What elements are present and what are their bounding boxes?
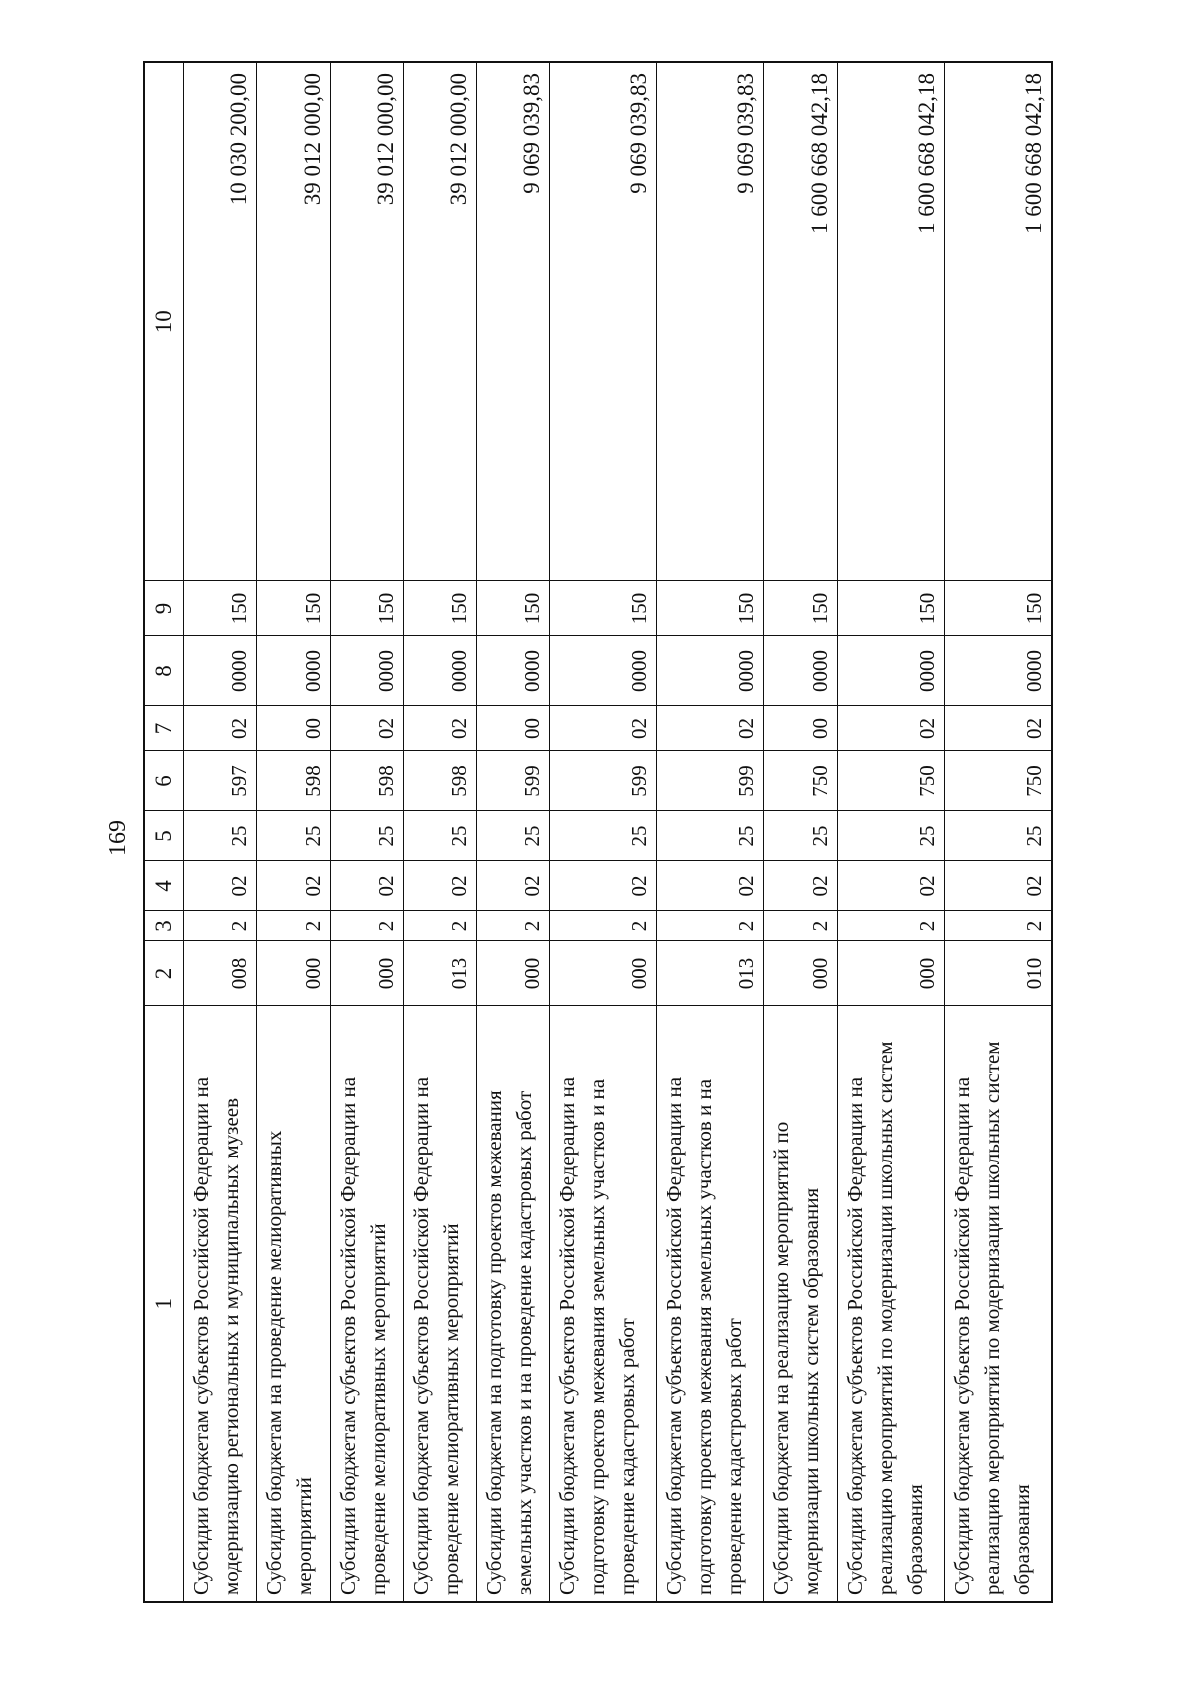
table-row [403, 62, 476, 1602]
row-amount: 39 012 000,00 [403, 62, 476, 581]
row-name: Субсидии бюджетам на реализацию мероприятий по модернизации школьных систем образования [764, 1006, 837, 1602]
code-admin: 000 [837, 941, 944, 1006]
code-subgroup: 02 [657, 861, 764, 911]
row-name: Субсидии бюджетам субъектов Российской Федерации на реализацию мероприятий по модернизации школьных систем образования [944, 1006, 1052, 1602]
code-economic: 150 [550, 581, 657, 636]
code-subgroup: 02 [477, 861, 550, 911]
col-header-6: 6 [144, 751, 184, 811]
code-economic: 150 [944, 581, 1052, 636]
code-admin: 000 [330, 941, 403, 1006]
code-element: 02 [837, 706, 944, 751]
code-admin: 013 [403, 941, 476, 1006]
code-group: 2 [184, 911, 257, 941]
code-subgroup: 02 [403, 861, 476, 911]
code-economic: 150 [330, 581, 403, 636]
code-group: 2 [257, 911, 330, 941]
code-subarticle: 598 [257, 751, 330, 811]
code-economic: 150 [477, 581, 550, 636]
code-subgroup: 02 [257, 861, 330, 911]
code-group: 2 [550, 911, 657, 941]
budget-table [143, 61, 1053, 1603]
row-name: Субсидии бюджетам субъектов Российской Федерации на реализацию мероприятий по модернизации школьных систем образования [837, 1006, 944, 1602]
code-subgroup: 02 [944, 861, 1052, 911]
code-element: 02 [184, 706, 257, 751]
code-subarticle: 598 [403, 751, 476, 811]
code-subgroup: 02 [330, 861, 403, 911]
table-body [184, 62, 1053, 1602]
code-subgroup: 02 [184, 861, 257, 911]
table-row [257, 62, 330, 1602]
code-economic: 150 [403, 581, 476, 636]
row-amount: 9 069 039,83 [657, 62, 764, 581]
code-element: 02 [944, 706, 1052, 751]
row-amount: 10 030 200,00 [184, 62, 257, 581]
code-program: 0000 [550, 636, 657, 706]
code-program: 0000 [184, 636, 257, 706]
code-group: 2 [837, 911, 944, 941]
row-name: Субсидии бюджетам субъектов Российской Федерации на подготовку проектов межевания земельных участков и на проведение кадастровых работ [550, 1006, 657, 1602]
col-header-5: 5 [144, 811, 184, 861]
code-admin: 010 [944, 941, 1052, 1006]
row-name: Субсидии бюджетам субъектов Российской Федерации на проведение мелиоративных мероприятий [330, 1006, 403, 1602]
code-group: 2 [477, 911, 550, 941]
code-program: 0000 [330, 636, 403, 706]
code-element: 00 [477, 706, 550, 751]
code-element: 02 [403, 706, 476, 751]
code-admin: 013 [657, 941, 764, 1006]
col-header-9: 9 [144, 581, 184, 636]
code-article: 25 [184, 811, 257, 861]
row-name: Субсидии бюджетам субъектов Российской Федерации на подготовку проектов межевания земельных участков и на проведение кадастровых работ [657, 1006, 764, 1602]
table-row [944, 62, 1052, 1602]
code-group: 2 [403, 911, 476, 941]
code-admin: 000 [764, 941, 837, 1006]
code-subarticle: 750 [837, 751, 944, 811]
table-row [837, 62, 944, 1602]
code-element: 00 [257, 706, 330, 751]
code-subgroup: 02 [837, 861, 944, 911]
code-economic: 150 [764, 581, 837, 636]
code-admin: 000 [257, 941, 330, 1006]
code-program: 0000 [477, 636, 550, 706]
code-program: 0000 [837, 636, 944, 706]
code-group: 2 [657, 911, 764, 941]
code-article: 25 [944, 811, 1052, 861]
row-name: Субсидии бюджетам субъектов Российской Федерации на модернизацию региональных и муниципальных музеев [184, 1006, 257, 1602]
header-row [144, 62, 184, 1602]
code-subarticle: 750 [944, 751, 1052, 811]
table-row [550, 62, 657, 1602]
code-economic: 150 [657, 581, 764, 636]
table-row [184, 62, 257, 1602]
table-row [477, 62, 550, 1602]
col-header-3: 3 [144, 911, 184, 941]
code-group: 2 [330, 911, 403, 941]
row-amount: 1 600 668 042,18 [837, 62, 944, 581]
row-name: Субсидии бюджетам на проведение мелиоративных мероприятий [257, 1006, 330, 1602]
code-article: 25 [550, 811, 657, 861]
row-amount: 1 600 668 042,18 [944, 62, 1052, 581]
code-subarticle: 598 [330, 751, 403, 811]
code-element: 00 [764, 706, 837, 751]
code-subarticle: 750 [764, 751, 837, 811]
code-subarticle: 599 [477, 751, 550, 811]
code-subgroup: 02 [550, 861, 657, 911]
row-amount: 1 600 668 042,18 [764, 62, 837, 581]
rotated-table-container [143, 63, 1053, 1603]
code-economic: 150 [837, 581, 944, 636]
code-element: 02 [330, 706, 403, 751]
code-article: 25 [657, 811, 764, 861]
table-row [657, 62, 764, 1602]
page-number: 169 [105, 820, 131, 856]
code-program: 0000 [403, 636, 476, 706]
code-group: 2 [764, 911, 837, 941]
code-article: 25 [330, 811, 403, 861]
code-subarticle: 599 [550, 751, 657, 811]
row-name: Субсидии бюджетам субъектов Российской Федерации на проведение мелиоративных мероприятий [403, 1006, 476, 1602]
code-group: 2 [944, 911, 1052, 941]
code-article: 25 [477, 811, 550, 861]
code-program: 0000 [764, 636, 837, 706]
row-amount: 9 069 039,83 [550, 62, 657, 581]
code-subarticle: 597 [184, 751, 257, 811]
code-article: 25 [764, 811, 837, 861]
code-economic: 150 [257, 581, 330, 636]
code-subgroup: 02 [764, 861, 837, 911]
col-header-1: 1 [144, 1006, 184, 1602]
col-header-2: 2 [144, 941, 184, 1006]
code-program: 0000 [944, 636, 1052, 706]
col-header-7: 7 [144, 706, 184, 751]
code-article: 25 [837, 811, 944, 861]
code-admin: 008 [184, 941, 257, 1006]
col-header-10: 10 [144, 62, 184, 581]
table-row [764, 62, 837, 1602]
code-article: 25 [403, 811, 476, 861]
table-row [330, 62, 403, 1602]
code-article: 25 [257, 811, 330, 861]
code-economic: 150 [184, 581, 257, 636]
code-admin: 000 [477, 941, 550, 1006]
col-header-4: 4 [144, 861, 184, 911]
code-subarticle: 599 [657, 751, 764, 811]
code-element: 02 [657, 706, 764, 751]
row-amount: 39 012 000,00 [330, 62, 403, 581]
row-amount: 39 012 000,00 [257, 62, 330, 581]
col-header-8: 8 [144, 636, 184, 706]
row-name: Субсидии бюджетам на подготовку проектов межевания земельных участков и на проведение кадастровых работ [477, 1006, 550, 1602]
code-program: 0000 [657, 636, 764, 706]
row-amount: 9 069 039,83 [477, 62, 550, 581]
code-program: 0000 [257, 636, 330, 706]
code-element: 02 [550, 706, 657, 751]
code-admin: 000 [550, 941, 657, 1006]
